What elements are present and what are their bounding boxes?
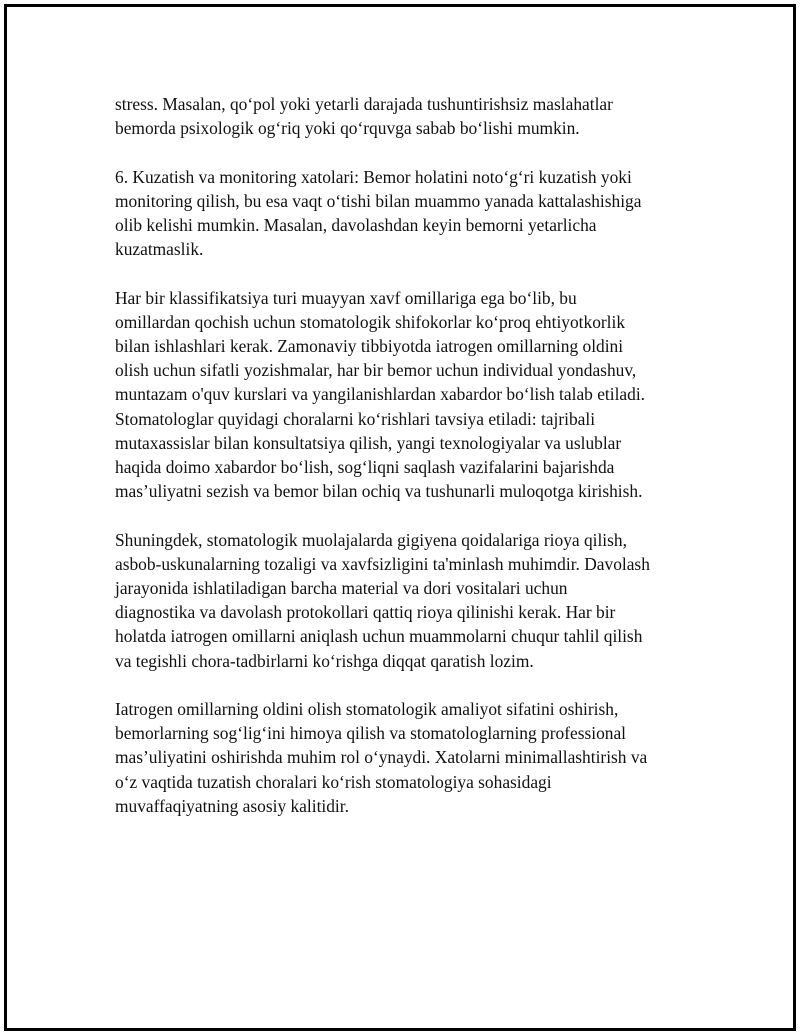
text-line: bemorda psixologik og‘riq yoki qo‘rquvga sabab bo‘lishi mumkin. [115,118,580,139]
text-line: mutaxassislar bilan konsultatsiya qilish, yangi texnologiyalar va uslublar [115,432,622,453]
text-line: olish uchun sifatli yozishmalar, har bir bemor uchun individual yondashuv, [115,360,637,381]
text-line: haqida doimo xabardor bo‘lish, sog‘liqni saqlash vazifalarini bajarishda [115,457,615,478]
text-line: Iatrogen omillarning oldini olish stomatologik amaliyot sifatini oshirish, [115,699,619,720]
paragraph [115,92,695,140]
text-line: asbob-uskunalarning tozaligi va xavfsizligini ta'minlash muhimdir. Davolash [115,553,650,574]
text-line: jarayonida ishlatiladigan barcha material va dori vositalari uchun [115,578,568,599]
text-line: bemorlarning sog‘lig‘ini himoya qilish va stomatologlarning professional [115,723,627,744]
text-line: Shuningdek, stomatologik muolajalarda gigiyena qoidalariga rioya qilish, [115,529,627,550]
text-line: kuzatmaslik. [115,239,204,260]
document-body [115,92,695,842]
text-line: monitoring qilish, bu esa vaqt o‘tishi bilan muammo yanada kattalashishiga [115,190,642,211]
paragraph [115,697,695,818]
text-line: bilan ishlashlari kerak. Zamonaviy tibbiyotda iatrogen omillarning oldini [115,336,624,356]
text-line: omillardan qochish uchun stomatologik shifokorlar ko‘proq ehtiyotkorlik [115,311,626,332]
text-line: 6. Kuzatish va monitoring xatolari: Bemor holatini noto‘g‘ri kuzatish yoki [115,166,632,187]
text-line: stress. Masalan, qo‘pol yoki yetarli darajada tushuntirishsiz maslahatlar [115,94,613,114]
text-line: mas’uliyatini oshirishda muhim rol o‘ynaydi. Xatolarni minimallashtirish va [115,747,648,768]
text-line: va tegishli chora-tadbirlarni ko‘rishga diqqat qaratish lozim. [115,650,534,671]
text-line: holatda iatrogen omillarni aniqlash uchun muammolarni chuqur tahlil qilish [115,626,643,647]
text-line: olib kelishi mumkin. Masalan, davolashdan keyin bemorni yetarlicha [115,215,597,235]
text-line: mas’uliyatni sezish va bemor bilan ochiq va tushunarli muloqotga kirishish. [115,481,643,502]
paragraph [115,528,695,673]
text-line: o‘z vaqtida tuzatish choralari ko‘rish stomatologiya sohasidagi [115,771,552,792]
text-line: Stomatologlar quyidagi choralarni ko‘rishlari tavsiya etiladi: tajribali [115,408,596,429]
text-line: diagnostika va davolash protokollari qattiq rioya qilinishi kerak. Har bir [115,602,616,623]
paragraph [115,286,695,504]
paragraph [115,165,695,262]
text-line: muntazam o'quv kurslari va yangilanishlardan xabardor bo‘lish talab etiladi. [115,384,646,405]
text-line: muvaffaqiyatning asosiy kalitidir. [115,795,349,816]
text-line: Har bir klassifikatsiya turi muayyan xavf omillariga ega bo‘lib, bu [115,287,577,308]
